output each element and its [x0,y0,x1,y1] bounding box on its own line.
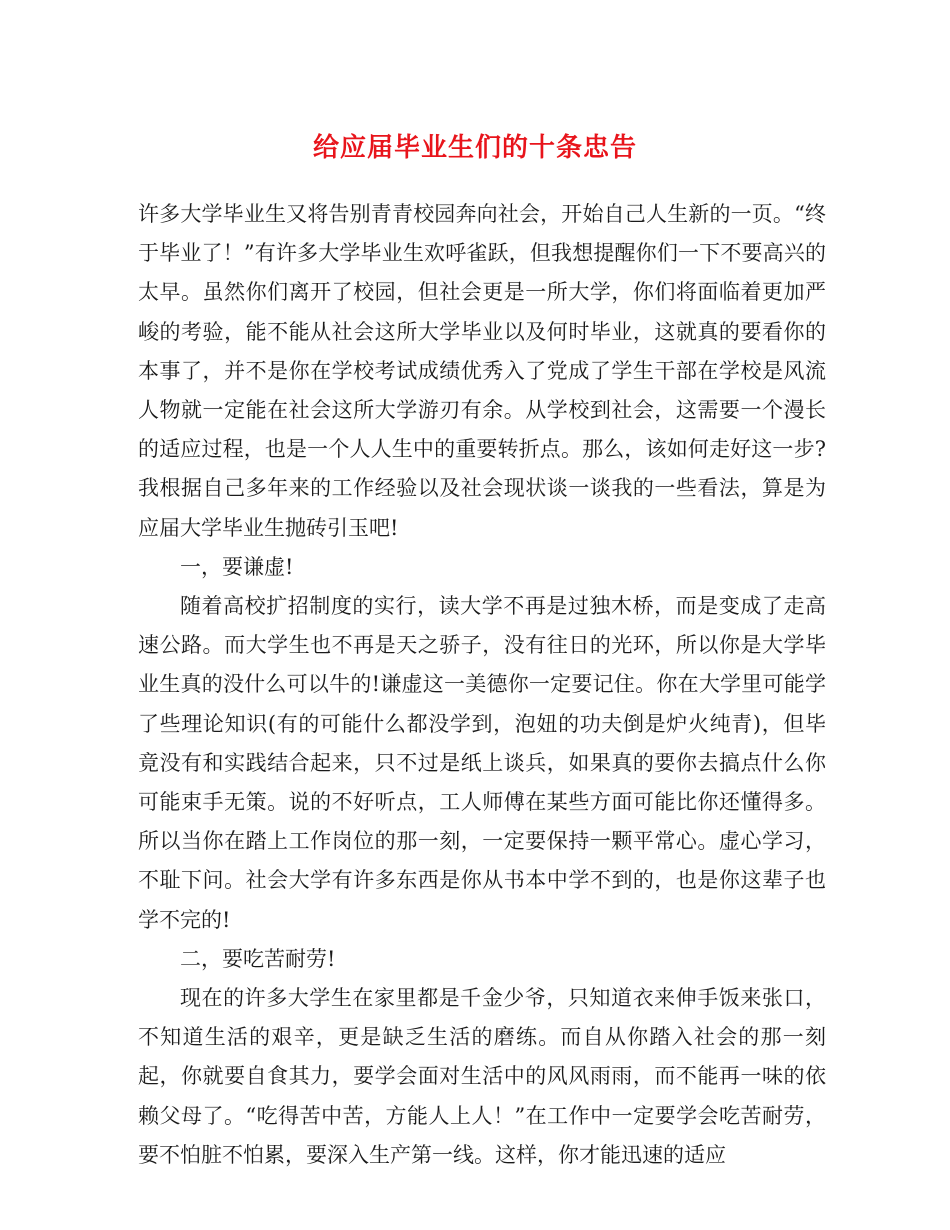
document-title: 给应届毕业生们的十条忠告 [312,133,637,163]
section-paragraph-1: 随着高校扩招制度的实行，读大学不再是过独木桥，而是变成了走高速公路。而大学生也不再是天之骄子，没有往日的光环，所以你是大学毕业生真的没什么可以牛的!谦虚这一美德你一定要记住。你在大学里可能学了些理论知识(有的可能什么都没学到，泡妞的功夫倒是炉火纯青)，但毕竟没有和实践结合起来，只不过是纸上谈兵，如果真的要你去搞点什么你可能束手无策。说的不好听点，工人师傅在某些方面可能比你还懂得多。所以当你在踏上工作岗位的那一刻，一定要保持一颗平常心。虚心学习，不耻下问。社会大学有许多东西是你从书本中学不到的，也是你这辈子也学不完的! [138,594,826,932]
intro-paragraph: 许多大学毕业生又将告别青青校园奔向社会，开始自己人生新的一页。“终于毕业了！”有许多大学毕业生欢呼雀跃，但我想提醒你们一下不要高兴的太早。虽然你们离开了校园，但社会更是一所大学，你们将面临着更加严峻的考验，能不能从社会这所大学毕业以及何时毕业，这就真的要看你的本事了，并不是你在学校考试成绩优秀入了党成了学生干部在学校是风流人物就一定能在社会这所大学游刃有余。从学校到社会，这需要一个漫长的适应过程，也是一个人人生中的重要转折点。那么，该如何走好这一步?我根据自己多年来的工作经验以及社会现状谈一谈我的一些看法，算是为应届大学毕业生抛砖引玉吧! [138,202,826,540]
section-heading-1: 一，要谦虚! [180,554,294,579]
section-paragraph-2: 现在的许多大学生在家里都是千金少爷，只知道衣来伸手饭来张口，不知道生活的艰辛，更是缺乏生活的磨练。而自从你踏入社会的那一刻起，你就要自食其力，要学会面对生活中的风风雨雨，而不能再一味的依赖父母了。“吃得苦中苦，方能人上人！”在工作中一定要学会吃苦耐劳，要不怕脏不怕累，要深入生产第一线。这样，你才能迅速的适应 [138,986,826,1167]
document-body [138,195,826,1175]
section-heading-2: 二，要吃苦耐劳! [180,946,336,971]
